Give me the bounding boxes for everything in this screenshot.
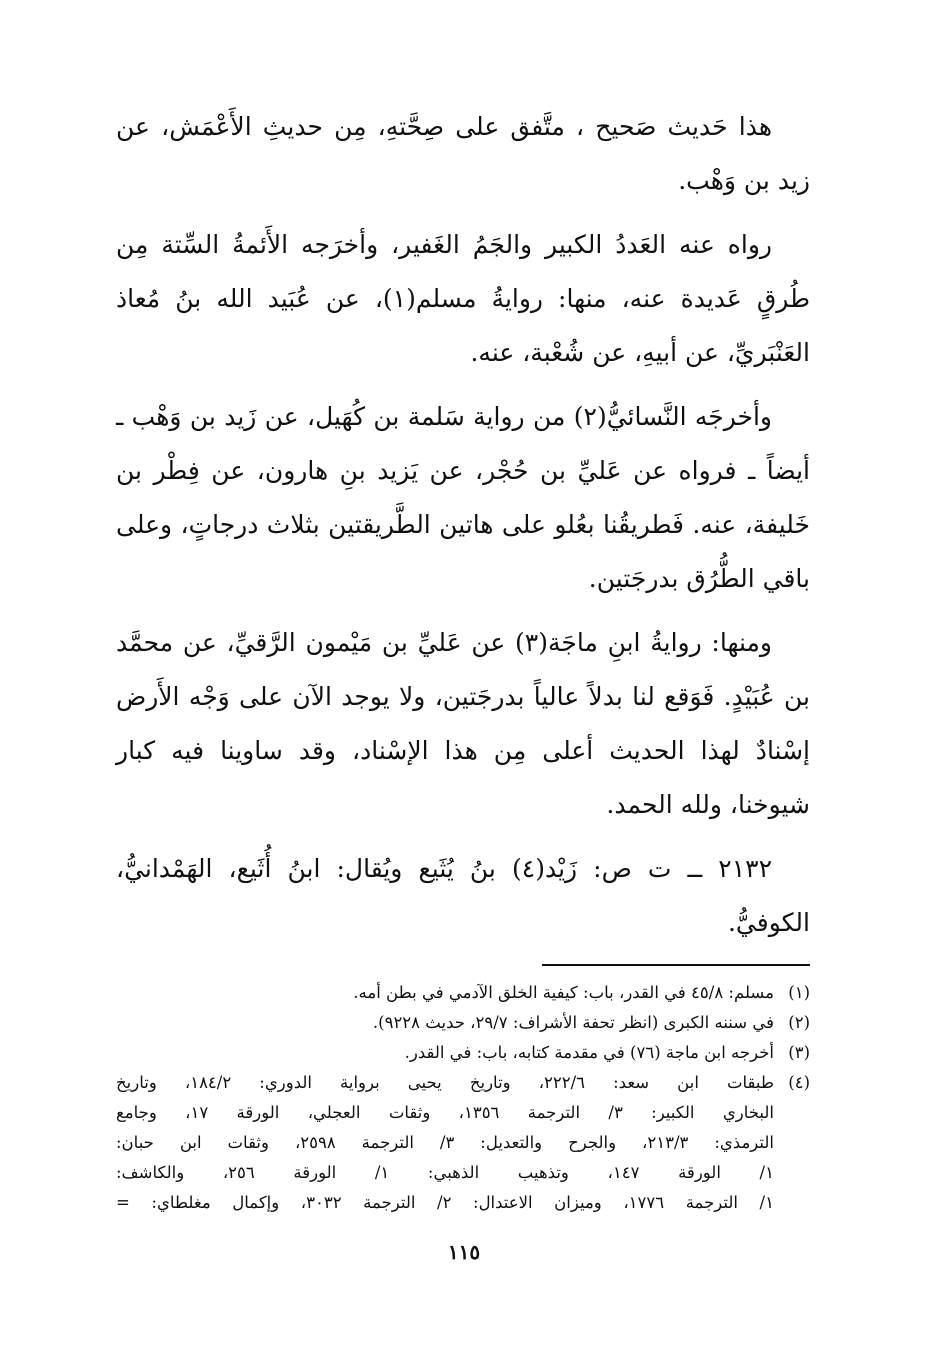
paragraph-4: ومنها: روايةُ ابنِ ماجَة(٣) عن عَليِّ بن مَيْمون الرَّقيِّ، عن محمَّد بن عُبَيْدٍ. فَوَقع لنا بدلاً عالياً بدرجَتين، ولا يوجد الآن على وَجْه الأَرض إسْنادٌ لهذا الحديث أعلى مِن هذا الإسْناد، وقد ساوينا فيه كبار شيوخنا، ولله الحمد. <box>116 628 810 819</box>
footnote-line: في سننه الكبرى (انظر تحفة الأشراف: ٢٩/٧، حديث ٩٢٢٨). <box>372 1013 774 1032</box>
footnote-number: (٣) <box>788 1043 810 1062</box>
footnote-line: البخاري الكبير: ٣/ الترجمة ١٣٥٦، وثقات العجلي، الورقة ١٧، وجامع <box>116 1103 774 1122</box>
main-text <box>116 100 810 950</box>
footnotes <box>116 978 810 1218</box>
footnote-line: طبقات ابن سعد: ٢٢٢/٦، وتاريخ يحيى برواية الدوري: ١٨٤/٢، وتاريخ <box>116 1073 775 1092</box>
paragraph-2: رواه عنه العَددُ الكبير والجَمُ الغَفير، وأخرَجه الأَئمةُ السِّتة مِن طُرقٍ عَديدة عنه، منها: روايةُ مسلم(١)، عن عُبَيد الله بنُ مُعاذ العَنْبَريِّ، عن أبيهِ، عن شُعْبة، عنه. <box>116 230 810 367</box>
footnote-number: (١) <box>788 983 810 1002</box>
book-page <box>116 100 810 1218</box>
footnote-number: (٢) <box>788 1013 810 1032</box>
footnote-line: ١/ الورقة ١٤٧، وتذهيب الذهبي: ١/ الورقة ٢٥٦، والكاشف: <box>116 1163 774 1182</box>
entry-2132: ٢١٣٢ ــ ت ص: زَيْد(٤) بنُ يُثَيع ويُقال: ابنُ أُثَيع، الهَمْدانيُّ، الكوفيُّ. <box>116 854 810 937</box>
footnote-line: الترمذي: ٢١٣/٣، والجرح والتعديل: ٣/ الترجمة ٢٥٩٨، وثقات ابن حبان: <box>116 1133 774 1152</box>
footnote-4 <box>116 1068 810 1218</box>
footnote-3 <box>116 1038 810 1068</box>
footnote-separator <box>542 964 810 966</box>
footnote-line: مسلم: ٤٥/٨ في القدر، باب: كيفية الخلق الآدمي في بطن أمه. <box>353 983 774 1002</box>
footnote-1 <box>116 978 810 1008</box>
paragraph-1: هذا حَديث صَحيح ، متَّفق على صِحَّتهِ، مِن حديثِ الأَعْمَش، عن زيد بن وَهْب. <box>116 112 810 195</box>
footnote-2 <box>116 1008 810 1038</box>
footnote-line: ١/ الترجمة ١٧٧٦، وميزان الاعتدال: ٢/ الترجمة ٣٠٣٢، وإكمال مغلطاي: = <box>116 1193 774 1212</box>
footnote-number: (٤) <box>788 1073 810 1092</box>
page-number: ١١٥ <box>447 1240 481 1264</box>
paragraph-3: وأخرجَه النَّسائيُّ(٢) من رواية سَلمة بن كُهَيل، عن زَيد بن وَهْب ـ أيضاً ـ فرواه عن عَليِّ بن حُجْر، عن يَزيد بنِ هارون، عن فِطْر بن خَليفة، عنه. فَطريقُنا بعُلو على هاتين الطَّريقتين بثلاث درجاتٍ، وعلى باقي الطُّرُق بدرجَتين. <box>116 402 810 593</box>
footnote-line: أخرجه ابن ماجة (٧٦) في مقدمة كتابه، باب: في القدر. <box>404 1043 774 1062</box>
